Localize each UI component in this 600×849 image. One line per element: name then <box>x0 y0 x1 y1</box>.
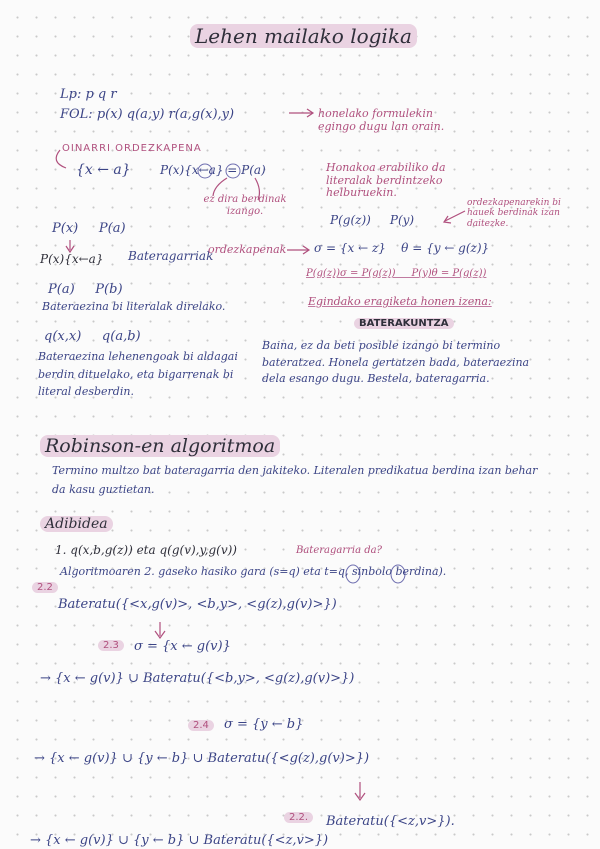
pa-pb: P(a) P(b) <box>48 282 123 297</box>
sigma-2: σ = {y ← b} <box>224 717 304 732</box>
step-label: 2.4 <box>188 720 214 732</box>
oinarri-title: OINARRI ORDEZKAPENA <box>62 143 202 154</box>
subst-example: P(x){x←a} = P(a) <box>160 163 266 177</box>
step-label: 2.2 <box>32 582 58 594</box>
pg-sigma: P(g(z))σ = P(g(z)) P(y)θ = P(g(z)) <box>306 268 487 279</box>
egindako-label: Egindako eragiketa honen izena: <box>308 295 492 308</box>
adibidea-label: Adibidea <box>40 516 113 532</box>
baterakuntza-label: BATERAKUNTZA <box>354 318 454 330</box>
fol-note: honelako formulekin egingo dugu lan orain. <box>318 107 445 133</box>
last-line: → {x ← g(v)} ∪ {y ← b} ∪ Bateratu({<z,v>}) <box>30 833 329 848</box>
line-after-2: → {x ← g(v)} ∪ {y ← b} ∪ Bateratu({<g(z),g(v)>}) <box>34 751 370 766</box>
step-label: 2.2. <box>284 812 313 824</box>
px-pa: P(x) P(a) <box>52 221 126 236</box>
baina-note: Baina, ez da beti posible izango bi termino bateratzea. Honela gertatzen bada, bateraezina dela esango dugu. Bestela, bateragarria. <box>262 339 530 385</box>
bateraezina-lehen: Bateraezina lehenengoak bi aldagai berdin dituelako, eta bigarrenak bi literal desberdin. <box>38 350 238 399</box>
qxx-qab: q(x,x) q(a,b) <box>44 329 141 344</box>
line-after-1: → {x ← g(v)} ∪ Bateratu({<b,y>, <g(z),g(v)>}) <box>40 671 355 686</box>
ordezkapenak-label: ordezkapenak <box>208 243 287 256</box>
bateratu-1: Bateratu({<x,g(v)>, <b,y>, <g(z),g(v)>}) <box>58 597 337 612</box>
robinson-desc: Termino multzo bat bateragarria den jakiteko. Literalen predikatua berdina izan behar da kasu guztietan. <box>52 464 538 496</box>
bateratu-2: Bateratu({<z,v>}). <box>326 814 455 829</box>
page-title: Lehen mailako logika <box>190 25 417 48</box>
px-subst: P(x){x←a} <box>40 252 104 266</box>
algorithm-note: Algoritmoaren 2. gaseko hasiko gara (s=q) eta t=q, sinbolo berdina). <box>60 565 447 578</box>
example-1-question: Bateragarria da? <box>296 545 382 556</box>
ez-dira-note: ez dira berdinak izango. <box>203 194 287 217</box>
honakoa-note: Honakoa erabiliko da literalak berdintzeko helburuekin. <box>326 161 446 200</box>
fol-line: FOL: p(x) q(a,y) r(a,g(x),y) <box>60 107 235 122</box>
bateraezina-bi: Bateraezina bi literalak direlako. <box>42 300 226 313</box>
robinson-title: Robinson-en algoritmoa <box>40 436 280 458</box>
lp-line: Lp: p q r <box>60 87 117 102</box>
bateragarriak-label: Bateragarriak <box>128 249 214 263</box>
pg-py: P(g(z)) P(y) <box>330 213 415 227</box>
ordezkapen-note: ordezkapenarekin bi hauek berdinak izan daitezke. <box>467 198 561 229</box>
sigma-1: σ = {x ← g(v)} <box>134 639 231 654</box>
step-label: 2.3 <box>98 640 124 652</box>
sigma-theta: σ = {x ← z} θ = {y ← g(z)} <box>314 241 490 255</box>
example-1: 1. q(x,b,g(z)) eta q(g(v),y,g(v)) <box>55 543 237 557</box>
subst-set: {x ← a} <box>76 162 131 178</box>
